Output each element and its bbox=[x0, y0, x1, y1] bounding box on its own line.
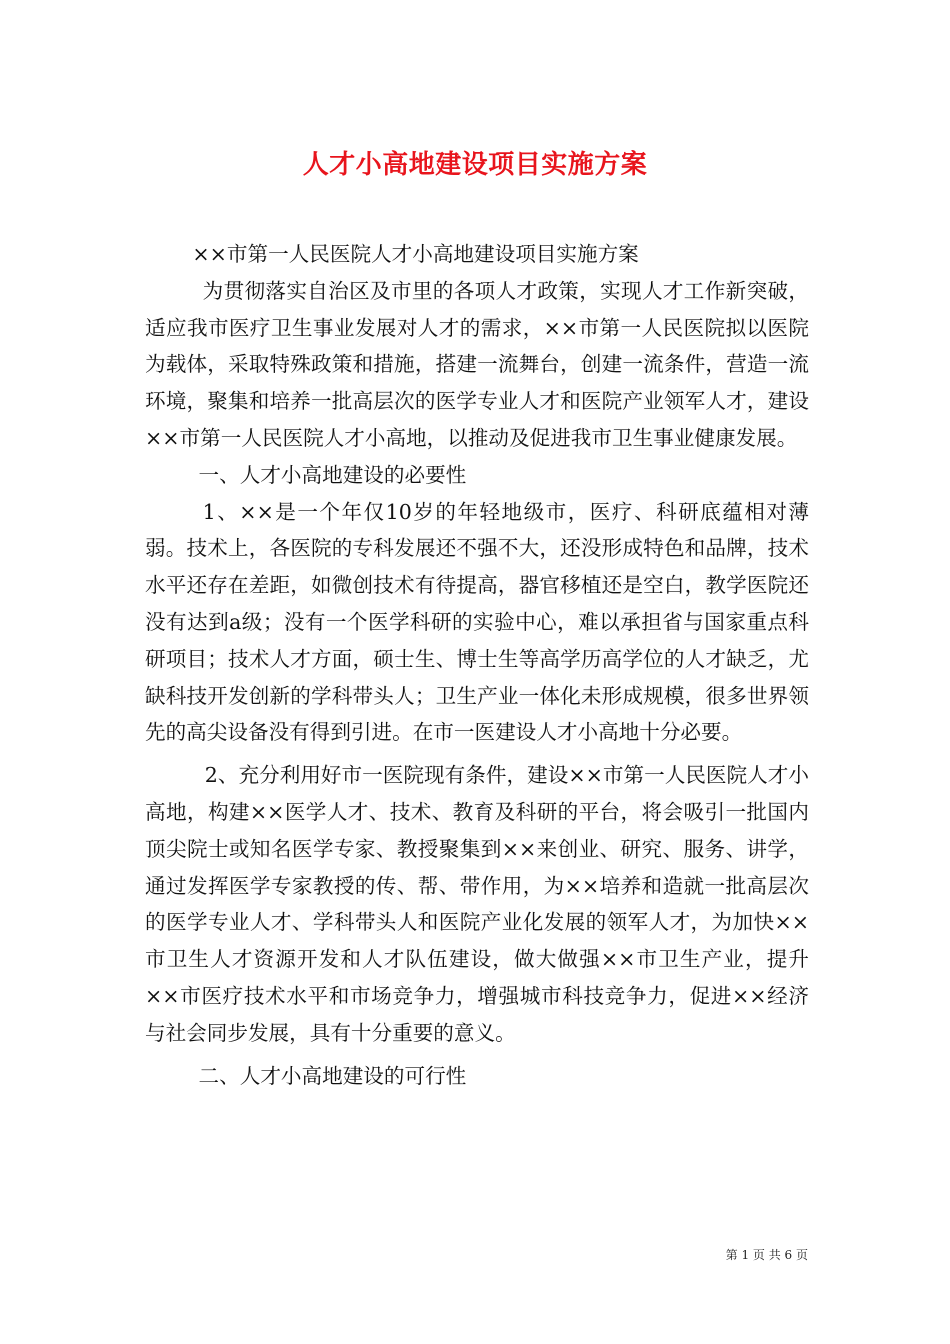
section-heading-feasibility: 二、人才小高地建设的可行性 bbox=[198, 1063, 467, 1088]
page-number-footer: 第 1 页 共 6 页 bbox=[725, 1248, 808, 1262]
document-subtitle: ××市第一人民医院人才小高地建设项目实施方案 bbox=[192, 242, 639, 266]
necessity-point-2: 2、充分利用好市一医院现有条件，建设××市第一人民医院人才小高地，构建××医学人才、技术、教育及科研的平台，将会吸引一批国内顶尖院士或知名医学专家、教授聚集到××来创业、研究、服务、讲学，通过发挥医学专家教授的传、帮、带作用，为××培养和造就一批高层次的医学专业人才、学科带头人和医院产业化发展的领军人才，为加快××市卫生人才资源开发和人才队伍建设，做大做强××市卫生产业，提升××市医疗技术水平和市场竞争力，增强城市科技竞争力，促进××经济与社会同步发展，具有十分重要的意义。 bbox=[145, 763, 809, 1045]
section-heading-necessity: 一、人才小高地建设的必要性 bbox=[198, 462, 467, 487]
intro-paragraph: 为贯彻落实自治区及市里的各项人才政策，实现人才工作新突破，适应我市医疗卫生事业发展对人才的需求，××市第一人民医院拟以医院为载体，采取特殊政策和措施，搭建一流舞台，创建一流条件，营造一流环境，聚集和培养一批高层次的医学专业人才和医院产业领军人才，建设××市第一人民医院人才小高地，以推动及促进我市卫生事业健康发展。 bbox=[145, 278, 809, 450]
document-body bbox=[145, 236, 809, 1094]
necessity-point-1: 1、××是一个年仅10岁的年轻地级市，医疗、科研底蕴相对薄弱。技术上，各医院的专科发展还不强不大，还没形成特色和品牌，技术水平还存在差距，如微创技术有待提高，器官移植还是空白，教学医院还没有达到a级；没有一个医学科研的实验中心，难以承担省与国家重点科研项目；技术人才方面，硕士生、博士生等高学历高学位的人才缺乏，尤缺科技开发创新的学科带头人；卫生产业一体化未形成规模，很多世界领先的高尖设备没有得到引进。在市一医建设人才小高地十分必要。 bbox=[145, 499, 809, 745]
document-title: 人才小高地建设项目实施方案 bbox=[302, 150, 648, 181]
